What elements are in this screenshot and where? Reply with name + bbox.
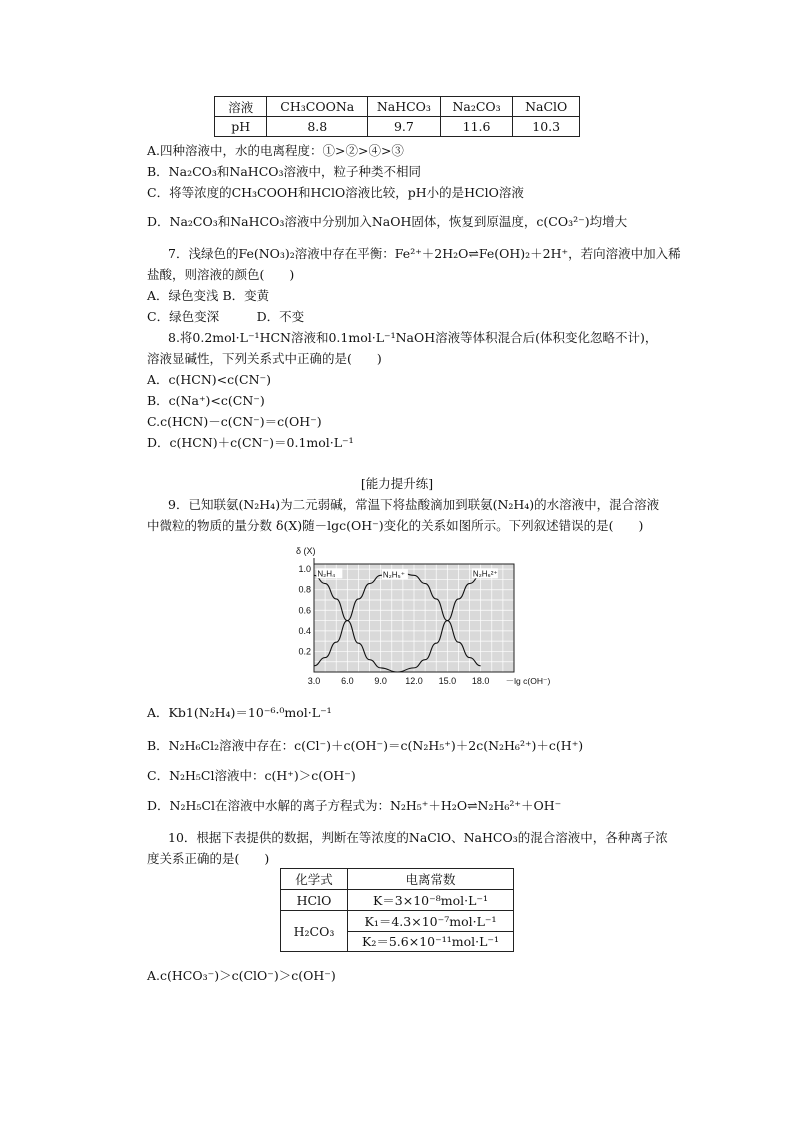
q9-option-d: D．N₂H₅Cl在溶液中水解的离子方程式为：N₂H₅⁺＋H₂O⇌N₂H₆²⁺＋OH⁻ (147, 798, 562, 813)
q6-option-b: B．Na₂CO₃和NaHCO₃溶液中，粒子种类不相同 (147, 164, 422, 179)
x-axis-label: －lg c(OH⁻) (505, 676, 551, 686)
q9-stem-line2: 中微粒的物质的量分数 δ(X)随－lgc(OH⁻)变化的关系如图所示。下列叙述错误的是( ) (147, 518, 644, 533)
q9-stem-line1: 9．已知联氨(N₂H₄)为二元弱碱，常温下将盐酸滴加到联氨(N₂H₄)的水溶液中，混合溶液 (168, 497, 660, 512)
table-cell: Na₂CO₃ (440, 97, 513, 117)
x-tick-label: 18.0 (471, 676, 490, 686)
y-axis-label: δ (X) (296, 546, 316, 556)
series-label: N₂H₅⁺ (382, 570, 405, 580)
y-tick-label: 0.2 (298, 646, 311, 657)
x-tick-label: 12.0 (405, 676, 423, 686)
q7-stem-line1: 7．浅绿色的Fe(NO₃)₂溶液中存在平衡：Fe²⁺＋2H₂O⇌Fe(OH)₂＋2H⁺，若向溶液中加入稀 (168, 246, 681, 261)
table-cell: 8.8 (267, 117, 368, 137)
constant-table-header (281, 869, 514, 890)
series-label: N₂H₄ (317, 569, 336, 579)
constant-table-row (281, 890, 514, 911)
table-cell: H₂CO₃ (281, 911, 348, 952)
table-cell: 11.6 (440, 117, 513, 137)
table-cell: 10.3 (513, 117, 580, 137)
q10-option-a: A.c(HCO₃⁻)＞c(ClO⁻)＞c(OH⁻) (147, 968, 336, 983)
q6-option-a: A.四种溶液中，水的电离程度：①>②>④>③ (147, 143, 404, 158)
q7-stem-line2: 盐酸，则溶液的颜色( ) (147, 267, 295, 282)
x-tick-label: 15.0 (438, 676, 457, 686)
ph-table-row (215, 117, 580, 137)
y-tick-label: 0.8 (298, 584, 311, 595)
table-cell: K₂＝5.6×10⁻¹¹mol·L⁻¹ (348, 931, 514, 952)
table-cell: 化学式 (281, 869, 348, 890)
table-cell: HClO (281, 890, 348, 911)
q8-option-c: C.c(HCN)－c(CN⁻)＝c(OH⁻) (147, 414, 322, 429)
ph-table-header (215, 97, 580, 117)
q6-option-d: D．Na₂CO₃和NaHCO₃溶液中分别加入NaOH固体，恢复到原温度，c(CO₃²⁻)均增大 (147, 214, 628, 229)
q9-option-a: A．Kb1(N₂H₄)＝10⁻⁶·⁰mol·L⁻¹ (147, 705, 332, 720)
q8-option-a: A．c(HCN)<c(CN⁻) (147, 372, 272, 387)
distribution-chart (290, 540, 551, 692)
y-tick-label: 1.0 (298, 564, 311, 575)
table-cell: K＝3×10⁻⁸mol·L⁻¹ (348, 890, 514, 911)
x-tick-label: 6.0 (341, 676, 354, 686)
ionization-constant-table (280, 868, 514, 952)
q10-stem-line1: 10．根据下表提供的数据，判断在等浓度的NaClO、NaHCO₃的混合溶液中，各种离子浓 (168, 830, 668, 845)
x-tick-label: 3.0 (307, 676, 321, 686)
x-tick-label: 9.0 (374, 676, 387, 686)
y-tick-label: 0.4 (298, 625, 311, 636)
q8-option-d: D．c(HCN)＋c(CN⁻)＝0.1mol·L⁻¹ (147, 435, 354, 450)
q10-stem-line2: 度关系正确的是( ) (147, 851, 270, 866)
q9-option-b: B．N₂H₆Cl₂溶液中存在：c(Cl⁻)＋c(OH⁻)＝c(N₂H₅⁺)＋2c(N₂H₆²⁺)＋c(H⁺) (147, 738, 584, 753)
q8-stem-line2: 溶液显碱性，下列关系式中正确的是( ) (147, 351, 382, 366)
constant-table-row (281, 911, 514, 932)
table-cell: 溶液 (215, 97, 267, 117)
table-cell: pH (215, 117, 267, 137)
series-label: N₂H₆²⁺ (472, 569, 498, 579)
table-cell: NaClO (513, 97, 580, 117)
table-cell: K₁＝4.3×10⁻⁷mol·L⁻¹ (348, 911, 514, 932)
q6-option-c: C．将等浓度的CH₃COOH和HClO溶液比较，pH小的是HClO溶液 (147, 185, 524, 200)
q8-stem-line1: 8.将0.2mol·L⁻¹HCN溶液和0.1mol·L⁻¹NaOH溶液等体积混合后(体积变化忽略不计)， (168, 330, 658, 345)
q7-options-cd: C．绿色变深 D．不变 (147, 309, 305, 324)
table-cell: 9.7 (368, 117, 441, 137)
q7-options-ab: A．绿色变浅 B．变黄 (147, 288, 270, 303)
y-tick-label: 0.6 (298, 605, 311, 616)
table-cell: 电离常数 (348, 869, 514, 890)
q8-option-b: B．c(Na⁺)<c(CN⁻) (147, 393, 265, 408)
table-cell: CH₃COONa (267, 97, 368, 117)
section-title: [能力提升练] (360, 476, 434, 491)
q9-option-c: C．N₂H₅Cl溶液中：c(H⁺)＞c(OH⁻) (147, 768, 356, 783)
table-cell: NaHCO₃ (368, 97, 441, 117)
ph-table (214, 96, 580, 137)
